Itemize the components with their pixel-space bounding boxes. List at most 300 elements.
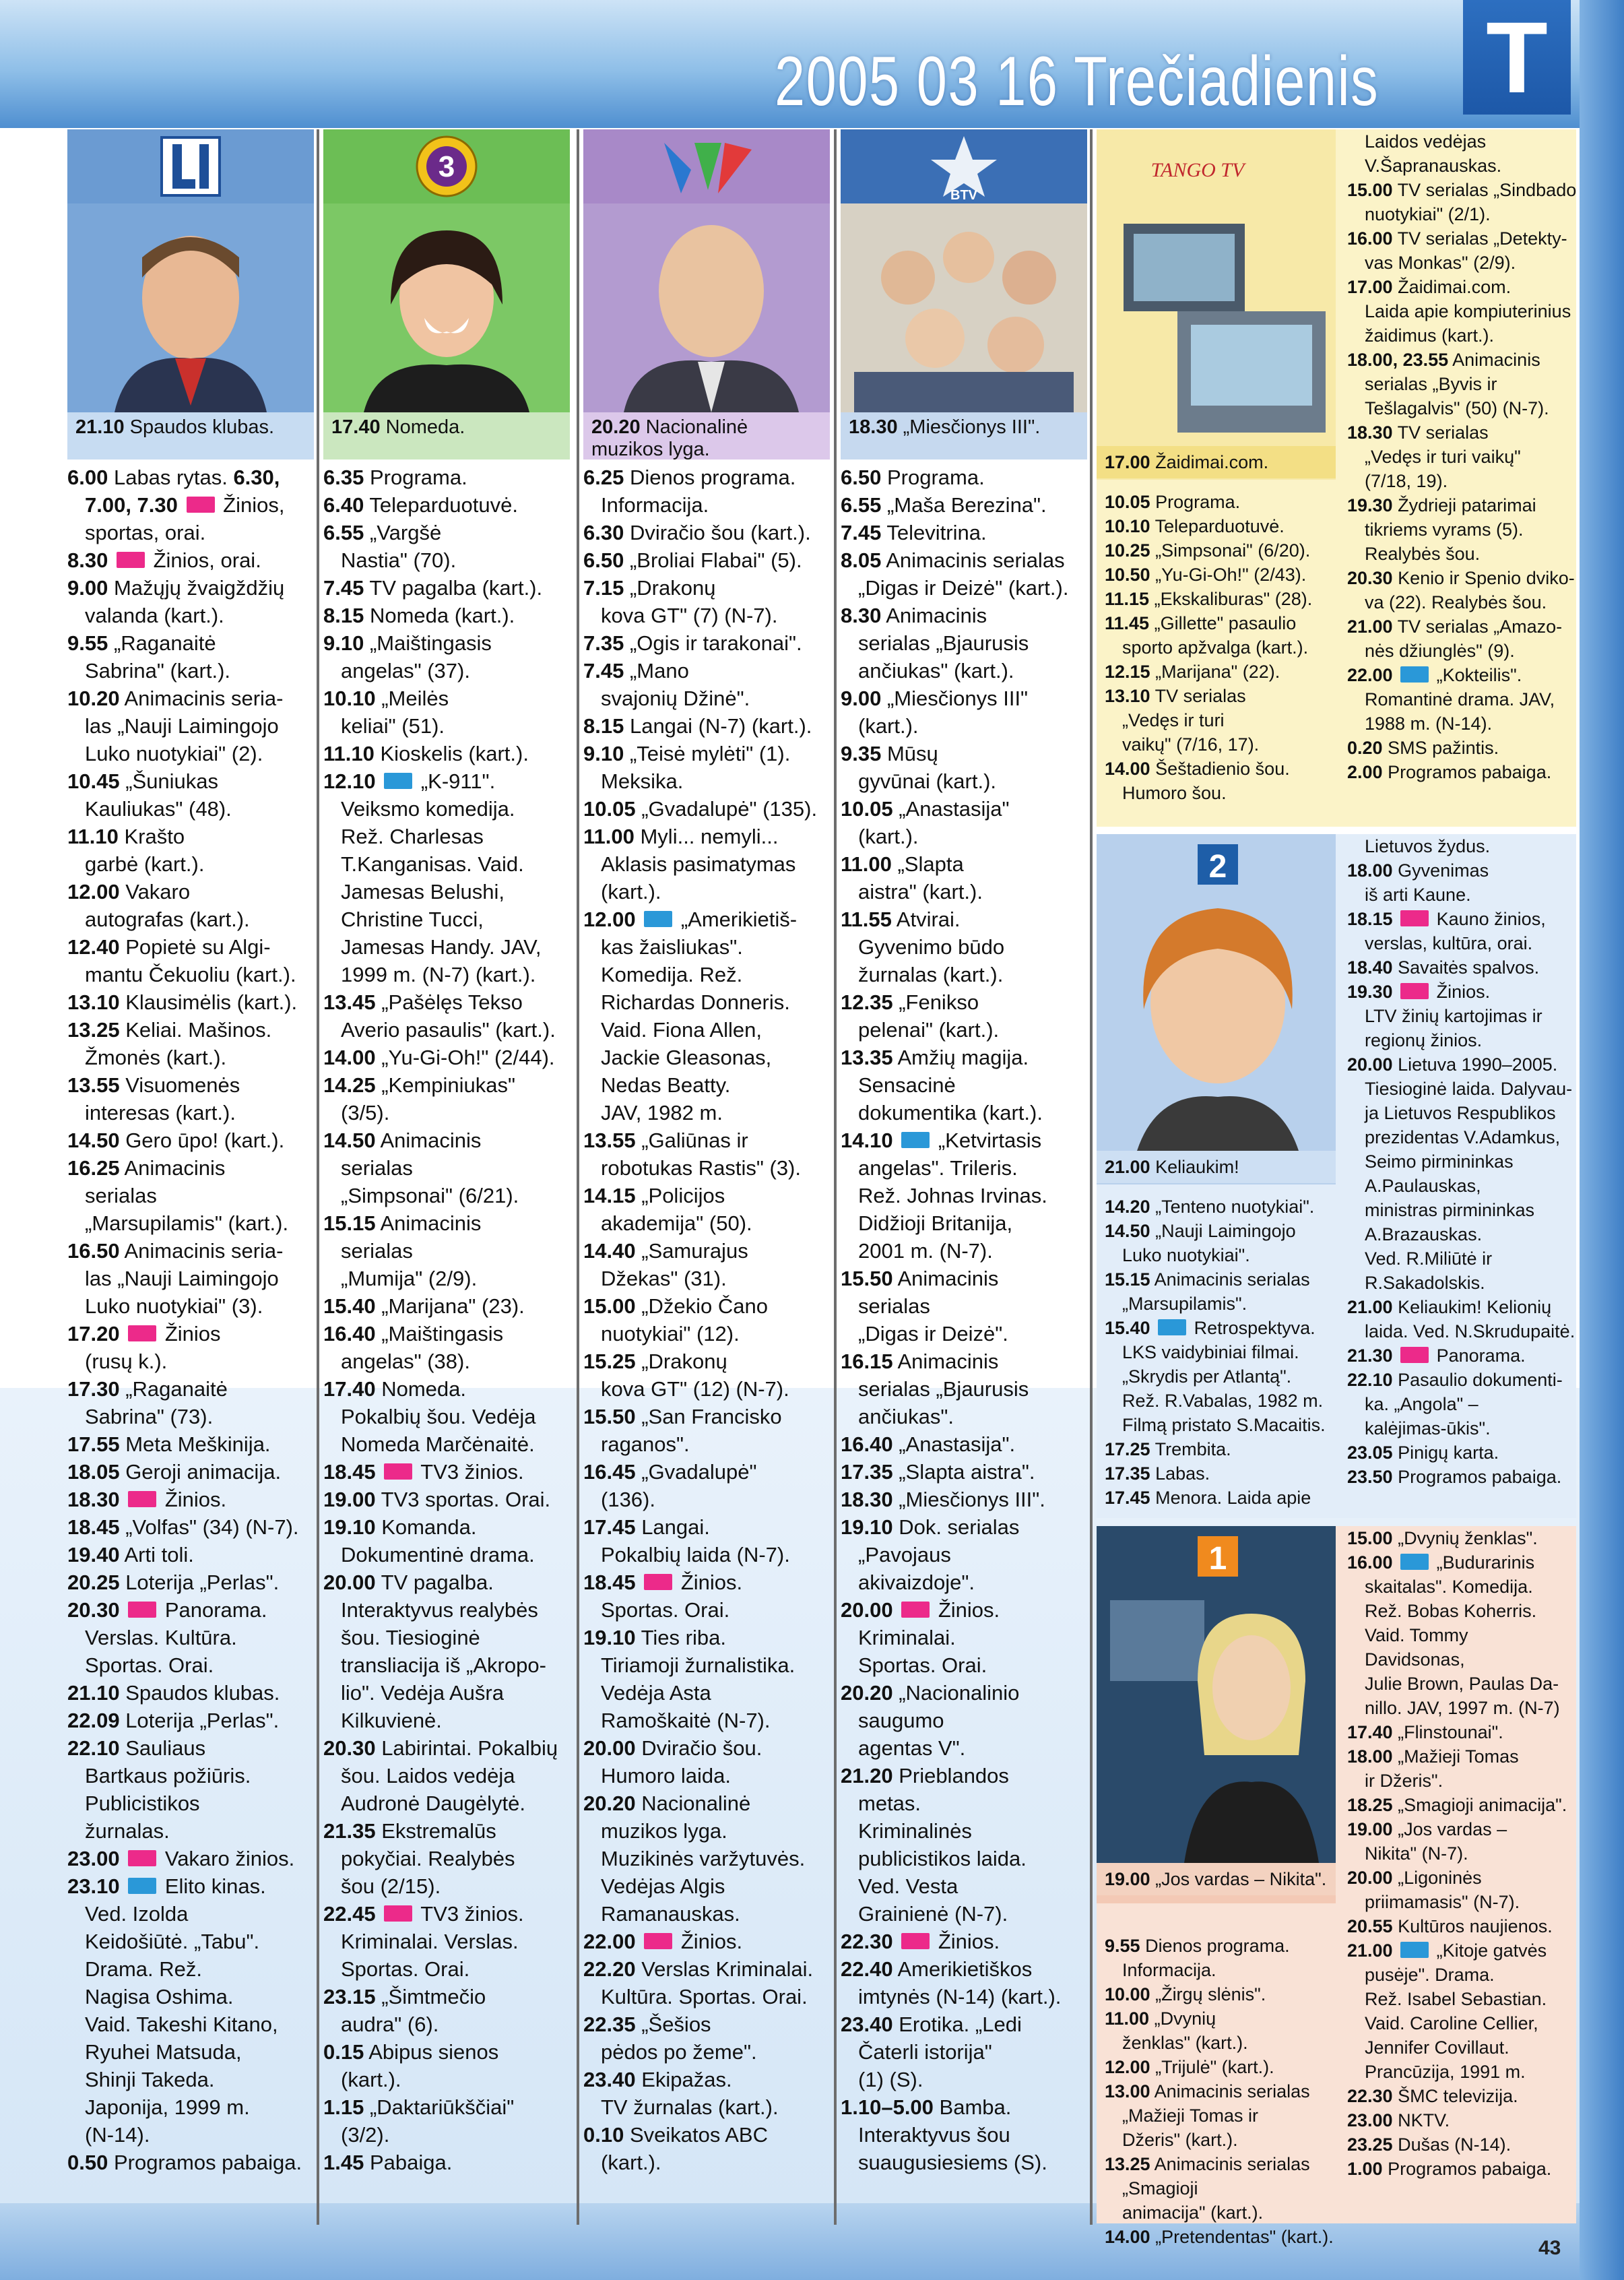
list-item: saugumo: [858, 1709, 944, 1732]
ltv2-picture: [1097, 834, 1336, 1184]
list-item: 14.25 „Kempiniukas": [323, 1073, 515, 1097]
list-item: 0.50 Programos pabaiga.: [67, 2151, 302, 2174]
list-item: 14.00 „Pretendentas" (kart.).: [1105, 2227, 1334, 2247]
news-icon: [384, 1905, 412, 1922]
list-item: Sensacinė: [858, 1073, 956, 1097]
list-item: 20.20 „Nacionalinio: [841, 1681, 1020, 1705]
list-item: 23.40 Ekipažas.: [583, 2068, 732, 2091]
list-item: 15.40 „Marijana" (23).: [323, 1294, 525, 1318]
list-item: 6.40 Teleparduotuvė.: [323, 493, 518, 517]
list-item: 22.10 Pasaulio dokumenti-: [1347, 1370, 1563, 1390]
presenter-photo: [67, 203, 314, 412]
list-item: muzikos lyga.: [601, 1819, 727, 1843]
news-icon: [901, 1933, 930, 1949]
list-item: „Smagioji: [1122, 2178, 1198, 2198]
list-item: Seimo pirmininkas: [1365, 1151, 1514, 1172]
list-item: 18.25 „Smagioji animacija".: [1347, 1795, 1567, 1815]
list-item: 19.10 Komanda.: [323, 1515, 477, 1539]
list-item: 1.10–5.00 Bamba.: [841, 2095, 1012, 2119]
film-icon: [1158, 1319, 1186, 1335]
list-item: skaitalas". Komedija.: [1365, 1577, 1533, 1597]
list-item: 23.00 Vakaro žinios.: [67, 1847, 295, 1870]
column-divider: [1090, 129, 1093, 2225]
list-item: 16.40 „Maištingasis: [323, 1322, 504, 1345]
list-item: 12.00 „Trijulė" (kart.).: [1105, 2057, 1274, 2077]
list-item: 14.15 „Policijos: [583, 1184, 725, 1207]
list-item: Realybės šou.: [1365, 544, 1481, 564]
list-item: 20.30 Labirintai. Pokalbių: [323, 1736, 558, 1760]
list-item: Sportas. Orai.: [85, 1653, 214, 1677]
list-item: šou. Laidos vedėja: [341, 1764, 515, 1787]
film-icon: [901, 1132, 930, 1148]
lnk-logo-box: [583, 129, 830, 203]
list-item: 1.00 Programos pabaiga.: [1347, 2159, 1552, 2179]
program-listing: [323, 460, 570, 2176]
list-item: 22.40 Amerikietiškos: [841, 1957, 1033, 1981]
list-item: 16.00 TV serialas „Detekty-: [1347, 228, 1567, 249]
list-item: 16.25 Animacinis: [67, 1156, 226, 1180]
list-item: 17.20 Žinios: [67, 1322, 221, 1345]
list-item: 11.55 Atvirai.: [841, 908, 961, 931]
list-item: Nastia" (70).: [341, 548, 457, 572]
list-item: 15.15 Animacinis serialas: [1105, 1269, 1310, 1290]
list-item: 6.25 Dienos programa.: [583, 466, 796, 489]
list-item: Komedija. Rež.: [601, 963, 743, 986]
list-item: 6.35 Programa.: [323, 466, 467, 489]
list-item: žaidimus (kart.).: [1365, 325, 1495, 346]
list-item: 1988 m. (N-14).: [1365, 714, 1493, 734]
list-item: 23.00 NKTV.: [1347, 2110, 1450, 2130]
presenter-photo: [841, 203, 1087, 412]
list-item: (kart.).: [601, 880, 661, 904]
list-item: 18.45 „Volfas" (34) (N-7).: [67, 1515, 299, 1539]
list-item: transliacija iš „Akropo-: [341, 1653, 546, 1677]
list-item: Jamesas Belushi,: [341, 880, 505, 904]
list-item: (kart.).: [858, 714, 919, 738]
list-item: 19.00 TV3 sportas. Orai.: [323, 1488, 551, 1511]
list-item: 18.40 Savaitės spalvos.: [1347, 957, 1540, 978]
tango-picture: [1097, 129, 1336, 480]
list-item: 8.15 Langai (N-7) (kart.).: [583, 714, 812, 738]
film-icon: [384, 773, 412, 789]
list-item: angelas" (38).: [341, 1350, 470, 1373]
list-item: Vedėjas Algis: [601, 1874, 725, 1898]
list-item: ja Lietuvos Respublikos: [1365, 1103, 1556, 1123]
list-item: 22.30 Žinios.: [841, 1930, 1000, 1953]
list-item: Kriminalinės: [858, 1819, 972, 1843]
btv-logo-icon: [841, 129, 1087, 203]
list-item: pelenai" (kart.).: [858, 1018, 1000, 1042]
list-item: 16.50 Animacinis seria-: [67, 1239, 284, 1263]
list-item: 18.30 Žinios.: [67, 1488, 227, 1511]
list-item: žurnalas (kart.).: [858, 963, 1004, 986]
list-item: valanda (kart.).: [85, 604, 224, 627]
list-item: 0.10 Sveikatos ABC: [583, 2123, 768, 2147]
list-item: A.Brazauskas.: [1365, 1224, 1483, 1244]
list-item: Ramoškaitė (N-7).: [601, 1709, 771, 1732]
channel-column-tv3: [323, 129, 570, 2176]
list-item: 23.15 „Šimtmečio: [323, 1985, 486, 2008]
list-item: serialas: [858, 1294, 930, 1318]
list-item: 10.05 „Anastasija": [841, 797, 1010, 821]
list-item: 7.45 Televitrina.: [841, 521, 987, 544]
list-item: 12.00 „Amerikietiš-: [583, 908, 798, 931]
list-item: 8.15 Nomeda (kart.).: [323, 604, 515, 627]
list-item: verslas, kultūra, orai.: [1365, 933, 1533, 953]
list-item: 0.15 Abipus sienos: [323, 2040, 499, 2064]
list-item: Vaid. Tommy: [1365, 1625, 1468, 1645]
list-item: (136).: [601, 1488, 655, 1511]
list-item: Čaterli istorija": [858, 2040, 992, 2064]
list-item: iš arti Kaune.: [1365, 885, 1471, 905]
list-item: Tiesioginė laida. Dalyvau-: [1365, 1079, 1573, 1099]
list-item: 9.00 „Miesčionys III": [841, 687, 1029, 710]
list-item: vaikų" (7/16, 17).: [1122, 734, 1260, 755]
list-item: laida. Ved. N.Skrudupaitė.: [1365, 1321, 1576, 1341]
list-item: 15.00 „Džekio Čano: [583, 1294, 768, 1318]
list-item: 18.30 TV serialas: [1347, 422, 1489, 443]
list-item: R.Sakadolskis.: [1365, 1273, 1485, 1293]
program-listing: [1097, 490, 1336, 805]
list-item: 15.00 TV serialas „Sindbado: [1347, 180, 1577, 200]
list-item: „Mumija" (2/9).: [341, 1267, 478, 1290]
list-item: 12.00 Vakaro: [67, 880, 191, 904]
list-item: Jackie Gleasonas,: [601, 1046, 772, 1069]
list-item: 11.00 „Slapta: [841, 852, 964, 876]
list-item: 10.20 Animacinis seria-: [67, 687, 284, 710]
list-item: angelas" (37).: [341, 659, 470, 683]
list-item: Tešlagalvis" (50) (N-7).: [1365, 398, 1549, 418]
list-item: las „Nauji Laimingojo: [85, 1267, 279, 1290]
list-item: 11.45 „Gillette" pasaulio: [1105, 613, 1297, 633]
list-item: Averio pasaulis" (kart.).: [341, 1018, 556, 1042]
list-item: Interaktyvus realybės: [341, 1598, 538, 1622]
list-item: 21.20 Prieblandos: [841, 1764, 1009, 1787]
list-item: 13.25 Keliai. Mašinos.: [67, 1018, 272, 1042]
list-item: 20.55 Kultūros naujienos.: [1347, 1916, 1553, 1936]
list-item: serialas „Bjaurusis: [858, 1377, 1029, 1401]
list-item: 13.10 TV serialas: [1105, 686, 1246, 706]
list-item: Bartkaus požiūris.: [85, 1764, 251, 1787]
list-item: 19.10 Dok. serialas: [841, 1515, 1020, 1539]
list-item: 20.00 Dviračio šou.: [583, 1736, 762, 1760]
list-item: 10.05 „Gvadalupė" (135).: [583, 797, 818, 821]
list-item: 2.00 Programos pabaiga.: [1347, 762, 1552, 782]
list-item: Sabrina" (kart.).: [85, 659, 231, 683]
list-item: 21.00 TV serialas „Amazo-: [1347, 616, 1563, 637]
btv-logo-box: [841, 129, 1087, 203]
film-icon: [1400, 666, 1429, 683]
list-item: Sportas. Orai.: [601, 1598, 730, 1622]
list-item: Drama. Rež.: [85, 1957, 202, 1981]
list-item: prezidentas V.Adamkus,: [1365, 1127, 1561, 1147]
list-item: Interaktyvus šou: [858, 2123, 1010, 2147]
list-item: 18.45 TV3 žinios.: [323, 1460, 524, 1484]
list-item: 14.00 Šeštadienio šou.: [1105, 759, 1290, 779]
list-item: 10.50 „Yu-Gi-Oh!" (2/43).: [1105, 565, 1307, 585]
list-item: V.Šapranauskas.: [1365, 156, 1502, 176]
list-item: garbė (kart.).: [85, 852, 205, 876]
list-item: (kart.).: [858, 825, 919, 848]
list-item: 15.50 Animacinis: [841, 1267, 999, 1290]
program-listing: [1347, 834, 1576, 1489]
program-listing: [841, 460, 1087, 2176]
list-item: 18.00, 23.55 Animacinis: [1347, 350, 1540, 370]
list-item: 17.55 Meta Meškinija.: [67, 1432, 271, 1456]
list-item: (7/18, 19).: [1365, 471, 1448, 491]
list-item: 16.45 „Gvadalupė": [583, 1460, 757, 1484]
list-item: 19.30 Žydrieji patarimai: [1347, 495, 1536, 515]
list-item: 20.20 Nacionalinė: [583, 1792, 751, 1815]
list-item: Julie Brown, Paulas Da-: [1365, 1674, 1559, 1694]
list-item: 12.35 „Fenikso: [841, 990, 979, 1014]
tv3-logo-box: [323, 129, 570, 203]
list-item: ka. „Angola" –: [1365, 1394, 1479, 1414]
list-item: sporto apžvalga (kart.).: [1122, 637, 1309, 658]
list-item: 9.55 „Raganaitė: [67, 631, 216, 655]
section-badge: T: [1463, 0, 1571, 115]
film-icon: [128, 1878, 156, 1894]
list-item: Nikita" (N-7).: [1365, 1843, 1468, 1864]
list-item: Nagisa Oshima.: [85, 1985, 234, 2008]
list-item: 7.00, 7.30 Žinios,: [85, 493, 285, 517]
list-item: 22.30 ŠMC televizija.: [1347, 2086, 1518, 2106]
list-item: Keidošiūtė. „Tabu".: [85, 1930, 260, 1953]
featured-show: 20.20 Nacionalinė muzikos lyga.: [583, 412, 830, 460]
list-item: „Mažieji Tomas ir: [1122, 2105, 1259, 2126]
news-icon: [901, 1602, 930, 1618]
list-item: nės džiunglės" (9).: [1365, 641, 1515, 661]
film-icon: [1400, 1942, 1429, 1958]
list-item: Nomeda Marčėnaitė.: [341, 1432, 535, 1456]
channel-block-ltv1: [1097, 1526, 1576, 2247]
list-item: 14.50 Animacinis: [323, 1129, 482, 1152]
list-item: TV žurnalas (kart.).: [601, 2095, 779, 2119]
list-item: Tiriamoji žurnalistika.: [601, 1653, 795, 1677]
channel-block-ltv2: [1097, 834, 1576, 1518]
list-item: 10.10 Teleparduotuvė.: [1105, 516, 1285, 536]
list-item: Vaid. Caroline Cellier,: [1365, 2013, 1538, 2033]
list-item: 10.10 „Meilės: [323, 687, 449, 710]
list-item: audra" (6).: [341, 2013, 439, 2036]
featured-show: 17.00 Žaidimai.com.: [1097, 446, 1336, 478]
list-item: JAV, 1982 m.: [601, 1101, 723, 1125]
list-item: Džekas" (31).: [601, 1267, 727, 1290]
list-item: LTV žinių kartojimas ir: [1365, 1006, 1542, 1026]
list-item: 17.35 „Slapta aistra".: [841, 1460, 1035, 1484]
list-item: 17.00 Žaidimai.com.: [1347, 277, 1512, 297]
list-item: Muzikinės varžytuvės.: [601, 1847, 806, 1870]
list-item: 13.55 Visuomenės: [67, 1073, 240, 1097]
list-item: 18.15 Kauno žinios,: [1347, 909, 1546, 929]
list-item: Richardas Donneris.: [601, 990, 790, 1014]
list-item: „Digas ir Deizė" (kart.).: [858, 576, 1069, 600]
list-item: Didžioji Britanija,: [858, 1211, 1013, 1235]
list-item: agentas V".: [858, 1736, 966, 1760]
list-item: Luko nuotykiai" (2).: [85, 742, 263, 765]
list-item: 8.05 Animacinis serialas: [841, 548, 1065, 572]
list-item: tikriems vyrams (5).: [1365, 519, 1524, 540]
list-item: vas Monkas" (2/9).: [1365, 253, 1516, 273]
list-item: 15.40 Retrospektyva.: [1105, 1318, 1316, 1338]
list-item: 9.10 „Teisė mylėti" (1).: [583, 742, 791, 765]
list-item: 16.15 Animacinis: [841, 1350, 999, 1373]
list-item: Žmonės (kart.).: [85, 1046, 227, 1069]
list-item: Pokalbių laida (N-7).: [601, 1543, 790, 1566]
list-item: Japonija, 1999 m.: [85, 2095, 250, 2119]
news-icon: [384, 1463, 412, 1480]
list-item: animacija" (kart.).: [1122, 2203, 1264, 2223]
news-icon: [128, 1491, 156, 1507]
news-icon: [1400, 983, 1429, 999]
list-item: (1) (S).: [858, 2068, 923, 2091]
list-item: Shinji Takeda.: [85, 2068, 215, 2091]
list-item: Aklasis pasimatymas: [601, 852, 796, 876]
list-item: (N-14).: [85, 2123, 150, 2147]
list-item: imtynės (N-14) (kart.).: [858, 1985, 1062, 2008]
tv3-logo-icon: [323, 129, 570, 203]
list-item: 22.45 TV3 žinios.: [323, 1902, 524, 1926]
list-item: 2001 m. (N-7).: [858, 1239, 993, 1263]
list-item: 14.40 „Samurajus: [583, 1239, 748, 1263]
list-item: Vaid. Takeshi Kitano,: [85, 2013, 278, 2036]
list-item: Ved. Vesta: [858, 1874, 959, 1898]
list-item: pokyčiai. Realybės: [341, 1847, 515, 1870]
list-item: dokumentika (kart.).: [858, 1101, 1043, 1125]
list-item: 16.40 „Anastasija".: [841, 1432, 1016, 1456]
list-item: 7.15 „Drakonų: [583, 576, 716, 600]
right-edge-strip: [1580, 0, 1624, 2280]
tango-logo-icon: TANGO TV: [1150, 159, 1245, 181]
list-item: 19.40 Arti toli.: [67, 1543, 194, 1566]
list-item: 14.10 „Ketvirtasis: [841, 1129, 1042, 1152]
list-item: 14.50 „Nauji Laimingojo: [1105, 1221, 1296, 1241]
list-item: 6.50 Programa.: [841, 466, 985, 489]
presenter-photo: [583, 203, 830, 412]
program-listing: [1097, 1934, 1336, 2249]
list-item: pusėje". Drama.: [1365, 1965, 1495, 1985]
list-item: Kultūra. Sportas. Orai.: [601, 1985, 808, 2008]
list-item: 10.00 „Žirgų slėnis".: [1105, 1984, 1266, 2004]
list-item: keliai" (51).: [341, 714, 445, 738]
list-item: Humoro laida.: [601, 1764, 731, 1787]
list-item: 19.00 „Jos vardas –: [1347, 1819, 1507, 1839]
list-item: 12.15 „Marijana" (22).: [1105, 662, 1280, 682]
program-listing: [1097, 1195, 1336, 1510]
film-icon: [1400, 1554, 1429, 1570]
list-item: „Vedęs ir turi: [1122, 710, 1225, 730]
list-item: Rež. Charlesas: [341, 825, 484, 848]
list-item: ir Džeris".: [1365, 1771, 1443, 1791]
list-item: akivaizdoje".: [858, 1571, 975, 1594]
featured-show: 21.00 Keliaukim!: [1097, 1151, 1336, 1183]
list-item: (kart.).: [601, 2151, 661, 2174]
list-item: Vaid. Fiona Allen,: [601, 1018, 762, 1042]
list-item: 7.35 „Ogis ir tarakonai".: [583, 631, 802, 655]
list-item: 13.10 Klausimėlis (kart.).: [67, 990, 298, 1014]
list-item: 18.00 „Mažieji Tomas: [1347, 1746, 1519, 1767]
program-listing: [1347, 1526, 1576, 2181]
list-item: Luko nuotykiai" (3).: [85, 1294, 263, 1318]
list-item: 18.05 Geroji animacija.: [67, 1460, 282, 1484]
news-icon: [128, 1850, 156, 1866]
list-item: 23.05 Pinigų karta.: [1347, 1443, 1499, 1463]
news-icon: [128, 1325, 156, 1341]
news-icon: [117, 552, 145, 568]
list-item: Ved. R.Miliūtė ir: [1365, 1248, 1493, 1269]
list-item: suaugusiesiems (S).: [858, 2151, 1047, 2174]
list-item: aistra" (kart.).: [858, 880, 983, 904]
list-item: robotukas Rastis" (3).: [601, 1156, 801, 1180]
svg-text:BTV: BTV: [950, 188, 977, 203]
film-icon: [644, 911, 672, 927]
list-item: Sportas. Orai.: [858, 1653, 987, 1677]
list-item: 17.25 Trembita.: [1105, 1439, 1231, 1459]
list-item: 20.00 Žinios.: [841, 1598, 1000, 1622]
lnk-logo-icon: [583, 129, 830, 203]
list-item: 22.00 Žinios.: [583, 1930, 743, 1953]
list-item: 20.00 Lietuva 1990–2005.: [1347, 1054, 1558, 1075]
list-item: Gyvenimo būdo: [858, 935, 1005, 959]
list-item: 17.35 Labas.: [1105, 1463, 1210, 1484]
list-item: Davidsonas,: [1365, 1649, 1465, 1670]
list-item: 17.45 Langai.: [583, 1515, 710, 1539]
list-item: 6.55 „Maša Berezina".: [841, 493, 1047, 517]
list-item: sportas, orai.: [85, 521, 206, 544]
ltv1-logo-icon: 1: [1208, 1541, 1227, 1577]
list-item: 8.30 Animacinis: [841, 604, 987, 627]
list-item: kalėjimas-ūkis".: [1365, 1418, 1491, 1438]
list-item: Informacija.: [1122, 1960, 1216, 1980]
list-item: 10.05 Programa.: [1105, 492, 1241, 512]
list-item: LKS vaidybiniai filmai.: [1122, 1342, 1299, 1362]
list-item: 13.35 Amžių magija.: [841, 1046, 1029, 1069]
column-divider: [577, 129, 579, 2225]
program-listing: [1347, 129, 1576, 784]
list-item: šou. Tiesioginė: [341, 1626, 480, 1649]
list-item: 22.10 Sauliaus: [67, 1736, 206, 1760]
list-item: priimamasis" (N-7).: [1365, 1892, 1520, 1912]
list-item: 11.15 „Ekskaliburas" (28).: [1105, 589, 1313, 609]
featured-show: 18.30 „Miesčionys III".: [841, 412, 1087, 460]
list-item: „Marsupilamis".: [1122, 1294, 1247, 1314]
channel-column-lnk: [583, 129, 830, 2176]
list-item: 23.25 Dušas (N-14).: [1347, 2134, 1512, 2155]
list-item: Filmą pristato S.Macaitis.: [1122, 1415, 1326, 1435]
list-item: 19.10 Ties riba.: [583, 1626, 726, 1649]
list-item: lio". Vedėja Aušra: [341, 1681, 504, 1705]
list-item: (kart.).: [341, 2068, 401, 2091]
list-item: Grainienė (N-7).: [858, 1902, 1008, 1926]
list-item: 21.35 Ekstremalūs: [323, 1819, 496, 1843]
list-item: 9.00 Mažųjų žvaigždžių: [67, 576, 285, 600]
list-item: 6.00 Labas rytas. 6.30,: [67, 466, 280, 489]
column-divider: [317, 129, 319, 2225]
ltv1-picture: [1097, 1526, 1336, 1903]
list-item: Publicistikos: [85, 1792, 200, 1815]
list-item: serialas: [341, 1156, 413, 1180]
list-item: 17.45 Menora. Laida apie: [1105, 1488, 1311, 1508]
channel-column-btv: [841, 129, 1087, 2176]
list-item: Sportas. Orai.: [341, 1957, 470, 1981]
list-item: 1.45 Pabaiga.: [323, 2151, 453, 2174]
list-item: ženklas" (kart.).: [1122, 2033, 1248, 2053]
list-item: 18.30 „Miesčionys III".: [841, 1488, 1045, 1511]
list-item: 13.00 Animacinis serialas: [1105, 2081, 1310, 2101]
list-item: 6.50 „Broliai Flabai" (5).: [583, 548, 802, 572]
list-item: 11.10 Krašto: [67, 825, 185, 848]
lrt-logo-icon: [67, 129, 314, 203]
